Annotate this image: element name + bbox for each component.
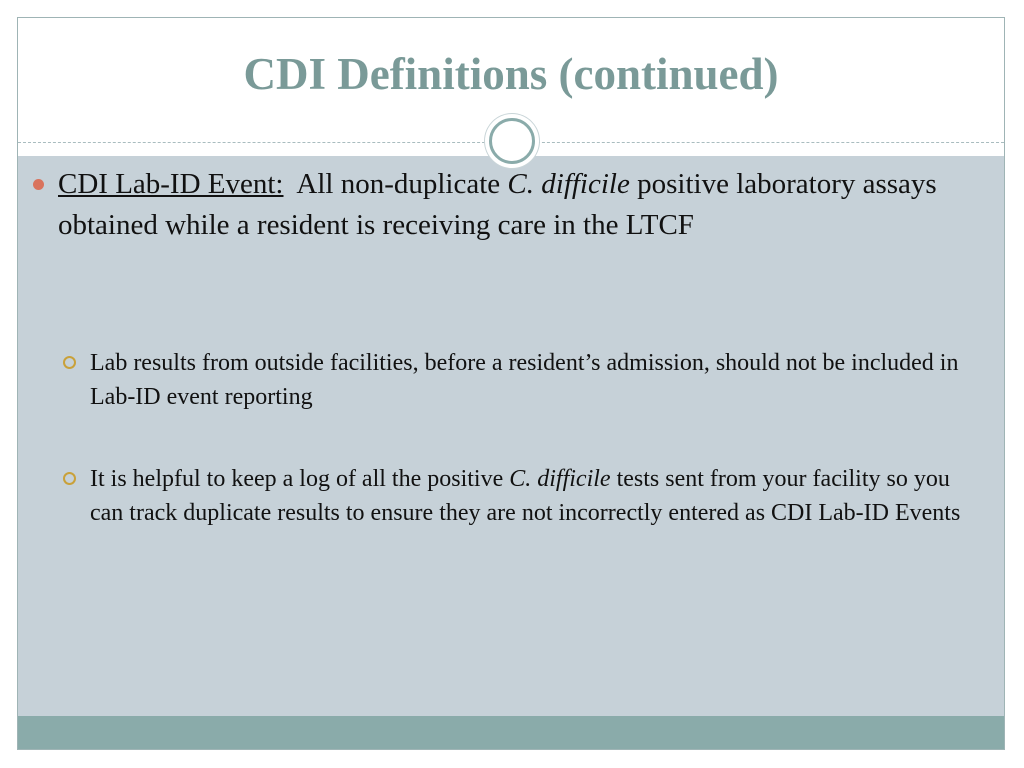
ring-circle-icon xyxy=(489,118,535,164)
term-label: CDI Lab-ID Event: xyxy=(58,168,284,200)
footer-bar xyxy=(18,716,1004,750)
sub-bullet-text: Lab results from outside facilities, before a resident’s admission, should not be included in Lab-ID event reporting xyxy=(90,350,959,410)
bullet-lab-id-event xyxy=(58,164,968,246)
divider-ornament xyxy=(485,114,539,168)
sub-bullet-keep-log xyxy=(90,462,970,530)
organism-name: C. difficile xyxy=(507,168,630,200)
hollow-circle-icon xyxy=(63,472,76,485)
filled-dot-icon xyxy=(33,179,44,190)
bullet-text: All non-duplicate xyxy=(296,168,508,200)
bullet-text: positive laboratory assays obtained while a resident is receiving care in the LTCF xyxy=(58,168,937,241)
slide-title: CDI Definitions (continued) xyxy=(243,49,779,99)
sub-bullet-outside-labs xyxy=(90,346,970,414)
organism-name: C. difficile xyxy=(509,466,611,492)
hollow-circle-icon xyxy=(63,356,76,369)
sub-bullet-text: tests sent from your facility so you can track duplicate results to ensure they are not incorrectly entered as CDI Lab-ID Events xyxy=(90,466,961,526)
sub-bullet-text: It is helpful to keep a log of all the positive xyxy=(90,466,510,492)
